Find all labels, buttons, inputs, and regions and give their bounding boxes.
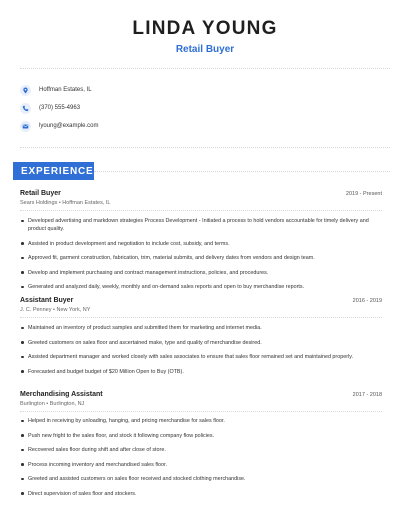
job-entry	[20, 391, 382, 498]
candidate-name: LINDA YOUNG	[132, 18, 278, 39]
bullet-item: Greeted customers on sales floor and ascertained make, type and quality of merchandise desired.	[20, 339, 382, 347]
experience-heading: EXPERIENCE	[13, 162, 94, 180]
bullet-item: Recovered sales floor during shift and after close of store.	[20, 446, 382, 454]
contact-phone-text: (370) 555-4963	[39, 105, 81, 111]
job-entry	[20, 190, 382, 291]
bullet-item: Push new fright to the sales floor, and stock it following company flow policies.	[20, 432, 382, 440]
job-company-line: Sears Holdings • Hoffman Estates, IL	[20, 200, 111, 206]
job-rule	[20, 317, 382, 318]
bullet-item: Process incoming inventory and merchandised sales floor.	[20, 461, 382, 469]
bullet-item: Developed advertising and markdown strategies Process Development - Initiated a process to hold vendors accountable for timely delivery and product quality.	[20, 217, 382, 233]
bullet-item: Helped in receiving by unloading, hanging, and pricing merchandise for sales floor.	[20, 417, 382, 425]
job-dates: 2019 - Present	[345, 191, 382, 197]
bullet-item: Forecasted and budget budget of $20 Million Open to Buy (OTB).	[20, 368, 382, 376]
bullet-item: Approved fit, garment construction, fabrication, trim, material submits, and delivery dates from vendors and design team.	[20, 254, 382, 262]
contact-email-text: lyoung@example.com	[39, 123, 99, 129]
contact-email	[20, 117, 98, 135]
resume-header	[0, 0, 410, 55]
phone-icon	[20, 103, 31, 114]
job-location: Hoffman Estates, IL	[62, 200, 111, 206]
contact-divider	[20, 147, 390, 148]
job-title: Retail Buyer	[20, 190, 61, 197]
job-rule	[20, 411, 382, 412]
job-rule	[20, 210, 382, 211]
job-title: Assistant Buyer	[20, 297, 74, 304]
contact-list	[20, 81, 98, 135]
contact-location	[20, 81, 98, 99]
job-bullets	[20, 324, 382, 376]
job-location: Burlington, NJ	[49, 401, 85, 407]
job-title: Merchandising Assistant	[20, 391, 103, 398]
job-entry	[20, 297, 382, 376]
bullet-item: Direct supervision of sales floor and stockers.	[20, 490, 382, 498]
job-location: New York, NY	[56, 307, 91, 313]
bullet-item: Assisted in product development and negotiation to include cost, subsidy, and terms.	[20, 240, 382, 248]
job-company: Burlington	[20, 401, 45, 407]
location-pin-icon	[20, 85, 31, 96]
bullet-item: Maintained an inventory of product samples and submitted them for marketing and internet media.	[20, 324, 382, 332]
bullet-item: Assisted department manager and worked closely with sales associates to ensure that sales floor remained set and maintained properly.	[20, 353, 382, 361]
contact-phone	[20, 99, 98, 117]
job-bullets	[20, 417, 382, 498]
contact-location-text: Hoffman Estates, IL	[39, 87, 92, 93]
bullet-item: Generated and analyzed daily, weekly, monthly and on-demand sales reports and open to buy merchandise reports.	[20, 283, 382, 291]
job-company-line: J. C. Penney • New York, NY	[20, 307, 91, 313]
job-dates: 2017 - 2018	[352, 392, 382, 398]
bullet-item: Develop and implement purchasing and contract management instructions, policies, and procedures.	[20, 269, 382, 277]
job-company: J. C. Penney	[20, 307, 52, 313]
job-bullets	[20, 217, 382, 291]
job-company: Sears Holdings	[20, 200, 58, 206]
email-icon	[20, 121, 31, 132]
candidate-title: Retail Buyer	[175, 44, 235, 55]
job-company-line: Burlington • Burlington, NJ	[20, 401, 85, 407]
header-divider	[20, 68, 390, 69]
bullet-item: Greeted and assisted customers on sales floor received and stocked clothing merchandise.	[20, 475, 382, 483]
job-dates: 2016 - 2019	[352, 298, 382, 304]
experience-heading-rule	[94, 171, 390, 172]
